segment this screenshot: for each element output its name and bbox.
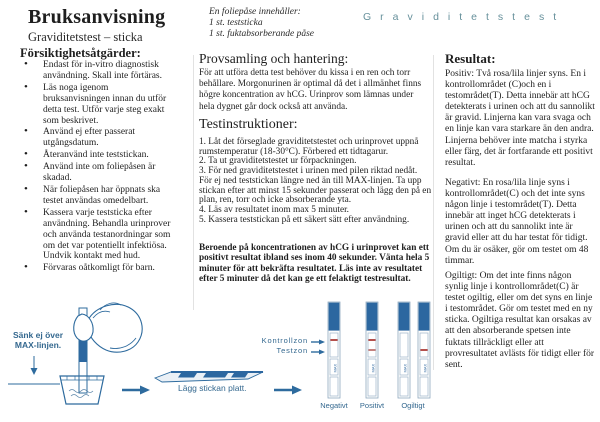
urine-cup [60, 376, 104, 404]
package-line: En foliepåse innehåller: [209, 7, 301, 17]
precautions-heading: Försiktighetsåtgärder: [20, 46, 141, 60]
down-arrow-icon [31, 356, 38, 375]
sampling-heading: Provsamling och hantering: [199, 51, 349, 66]
instructions-heading: Testinstruktioner: [199, 117, 298, 132]
control-zone-label: Kontrollzon [261, 336, 308, 345]
package-line: 1 st. teststicka [209, 18, 263, 28]
instruction-step: 3. För ned graviditetstestet i urinen med pilen riktad nedåt. För ej ned teststickan längre ned än till MAX-linjen. Ta upp stickan efter att minst 15 sekunder passerat och lägg den på en plan, ren, torr och icke absorberande yta. [199, 166, 432, 206]
max-text: MAX [422, 363, 428, 373]
precaution-item: • Återanvänd inte teststickan. [20, 150, 176, 161]
precaution-item: • Endast för in-vitro diagnostisk användning. Skall inte förtäras. [20, 60, 176, 82]
instruction-step: 4. Läs av resultatet inom max 5 minuter. [199, 204, 350, 215]
precautions-list [20, 60, 176, 275]
right-arrow-icon [274, 386, 302, 395]
package-contents [209, 7, 314, 40]
test-stick-invalid-1 [398, 302, 410, 398]
precaution-item: • Kassera varje teststicka efter användning. Behandla urinprover och använda testanordningar som om det var potentiellt infektiösa. Undvik kontakt med hud. [20, 208, 176, 263]
page-title: Bruksanvisning [28, 6, 166, 28]
precaution-item: • Förvaras oåtkomligt för barn. [20, 263, 176, 274]
test-stick-positive [366, 302, 378, 398]
test-stick-negative [328, 302, 340, 398]
control-zone-arrow-icon [311, 340, 325, 345]
stick-label-positive: Positivt [359, 401, 385, 410]
product-watermark: Graviditetstest [363, 11, 566, 23]
instruction-step: 5. Kassera teststickan på ett säkert sätt efter användning. [199, 214, 410, 225]
test-zone-arrow-icon [311, 350, 325, 355]
stick-label-invalid: Ogiltigt [401, 401, 425, 410]
bottom-illustration-svg [0, 298, 600, 422]
test-zone-label: Testzon [276, 346, 308, 355]
instructions-list [199, 138, 432, 225]
right-arrow-icon [122, 386, 150, 395]
precaution-item: • Använd ej efter passerat utgångsdatum. [20, 127, 176, 149]
fold-crease-left [193, 55, 194, 310]
result-negative-text: Negativt: En rosa/lila linje syns i kontrollområdet(C) och det inte syns någon linje i testområdet(T). Detta innebär att inget hCG detekterats i urinen och att du sannolikt inte är gravid eller att du har testat för tidigt. Om du är osäker, gör om testet om 48 timmar. [445, 178, 589, 266]
results-heading: Resultat: [445, 51, 496, 66]
instruction-step: 1. Låt det förseglade graviditetstestet och urinprovet uppnå rumstemperatur (18-30°C). Förbered ett tidtagarur. [199, 137, 419, 157]
package-line: 1 st. fuktabsorberande påse [209, 29, 315, 39]
test-stick-invalid-2 [418, 302, 430, 398]
instruction-step: 2. Ta ut graviditetstestet ur förpackningen. [199, 156, 357, 167]
result-positive-text: Positiv: Två rosa/lila linjer syns. En i kontrollområdet (C)och en i testområdet(T). Detta innebär att hCG detekterats i urinen och att du sannolikt är gravid. Linjerna kan vara svaga och en linje kan vara starkare än den andra. Linjerna behöver inte matcha i styrka eller färg, det är fortfarande ett positivt resultat. [445, 69, 595, 168]
max-text: MAX [370, 363, 376, 373]
precaution-item: • När foliepåsen har öppnats ska testet användas omedelbart. [20, 185, 176, 207]
sampling-body: För att utföra detta test behöver du kissa i en ren och torr behållare. Morgonurinen är optimal då det i allmänhet finns högre koncentration av hCG. Urinprov som lämnas under hela dygnet går dock också att använda. [199, 68, 422, 112]
stick-label-negative: Negativt [320, 401, 348, 410]
dip-caption: Sänk ej över MAX-linjen. [12, 330, 64, 351]
precaution-item: • Läs noga igenom bruksanvisningen innan du utför detta test. Utför varje steg exakt som beskrivet. [20, 83, 176, 127]
max-text: MAX [332, 363, 338, 373]
max-text: MAX [402, 363, 408, 373]
result-invalid-text: Ogiltigt: Om det inte finns någon synlig linje i kontrollområdet(C) är testet ogiltig, eller om det syns en linje i testområdet. Gör om testet med en ny sticka. Ogiltiga resultat kan orsakas av att den absorberande spetsen inte fuktats tillräckligt eller att provresultatet avlästs för tidigt eller för sent. [445, 271, 595, 370]
flat-stick-illustration [155, 372, 263, 382]
precaution-item: • Använd inte om foliepåsen är skadad. [20, 162, 176, 184]
flat-caption: Lägg stickan platt. [178, 383, 247, 393]
page-subtitle: Graviditetstest – sticka [28, 30, 143, 44]
timing-warning: Beroende på koncentrationen av hCG i urinprovet kan ett positivt resultat ibland ses inom 40 sekunder. Vänta hela 5 minuter för att bekräfta resultatet. Läs inte av resultatet efter 5 minuter då det kan ge ett felaktigt testresultat. [199, 243, 430, 285]
